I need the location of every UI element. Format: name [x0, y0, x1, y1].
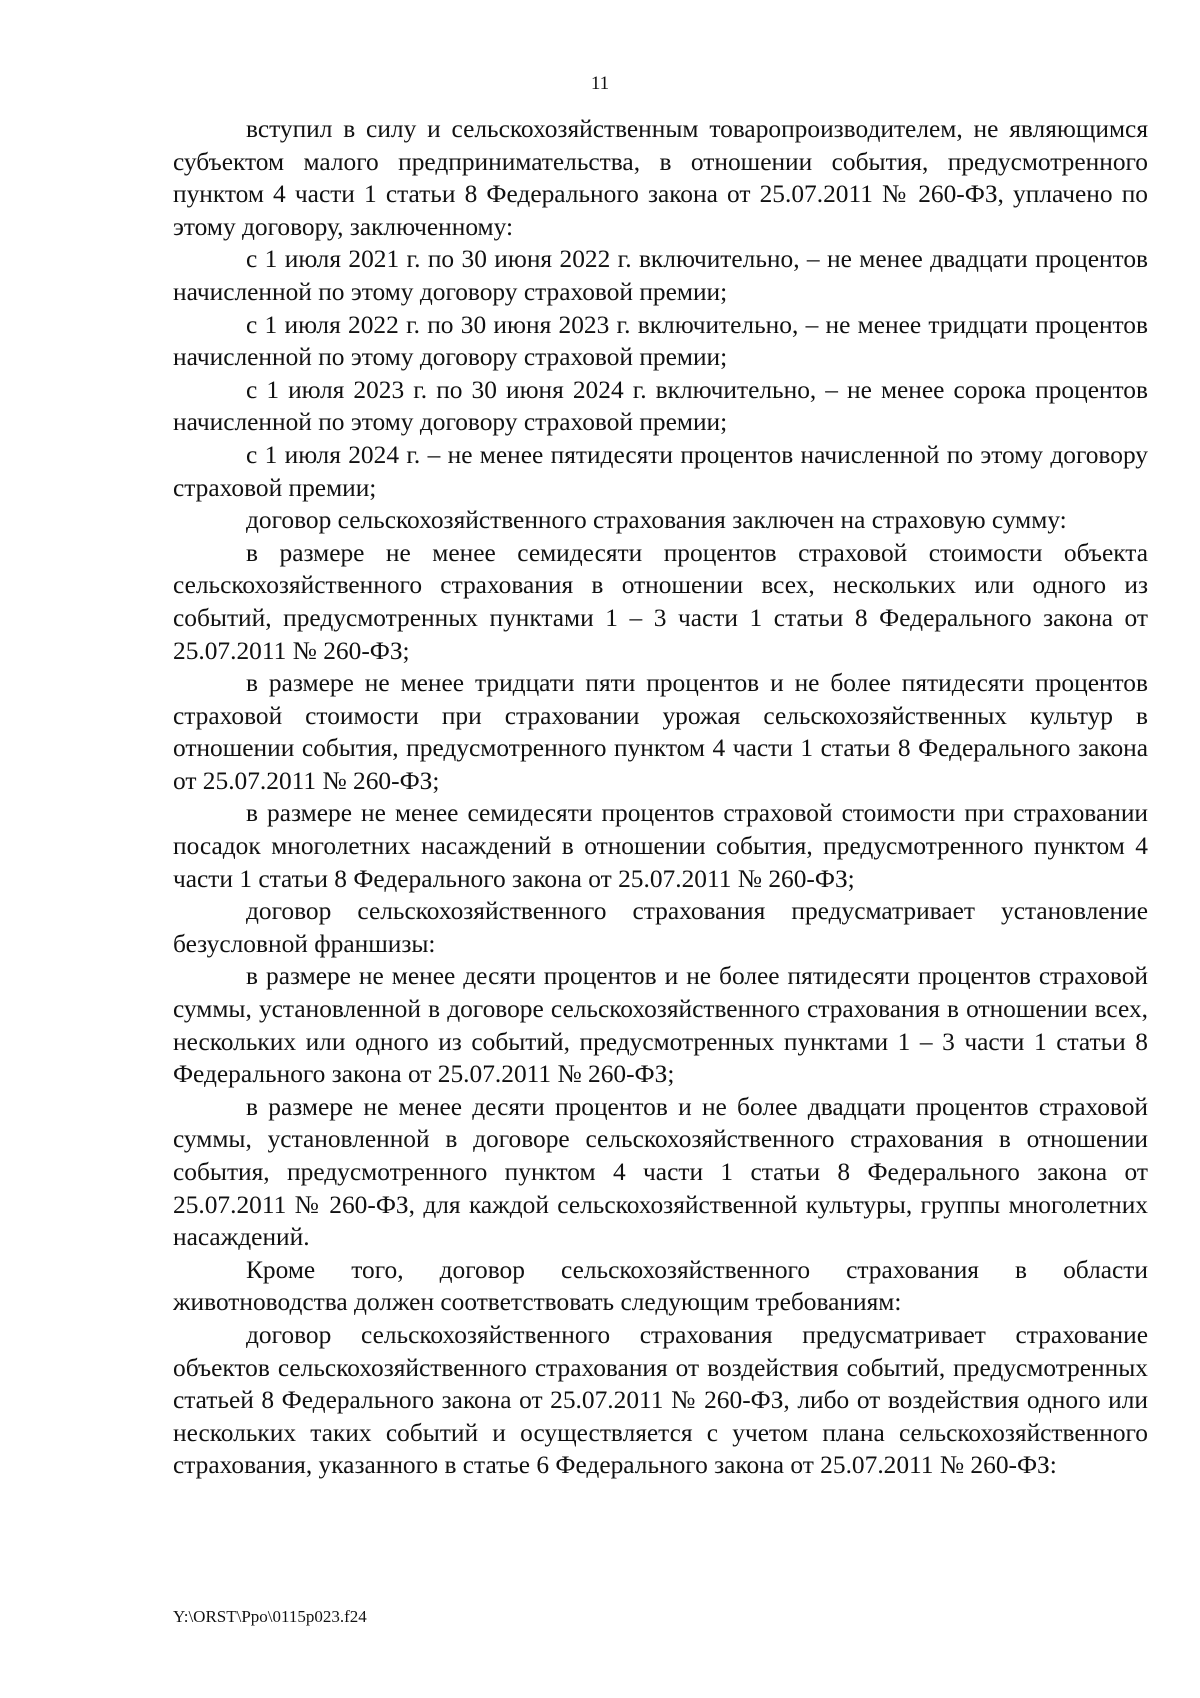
paragraph-premium-2022: с 1 июля 2022 г. по 30 июня 2023 г. включительно, – не менее тридцати процентов начисленной по этому договору страховой премии;	[173, 310, 1148, 372]
paragraph-premium-2024: с 1 июля 2024 г. – не менее пятидесяти процентов начисленной по этому договору страховой премии;	[173, 440, 1148, 502]
paragraph-premium-2023: с 1 июля 2023 г. по 30 июня 2024 г. включительно, – не менее сорока процентов начисленной по этому договору страховой премии;	[173, 375, 1148, 437]
paragraph-insured-sum-35-50: в размере не менее тридцати пяти процентов и не более пятидесяти процентов страховой стоимости при страховании урожая сельскохозяйственных культур в отношении события, предусмотренного пунктом 4 части 1 статьи 8 Федерального закона от 25.07.2011 № 260-ФЗ;	[173, 669, 1148, 795]
paragraph-franchise-10-50: в размере не менее десяти процентов и не более пятидесяти процентов страховой суммы, установленной в договоре сельскохозяйственного страхования в отношении всех, нескольких или одного из событий, предусмотренных пунктами 1 – 3 части 1 статьи 8 Федерального закона от 25.07.2011 № 260-ФЗ;	[173, 962, 1148, 1089]
paragraph-insured-sum-intro: договор сельскохозяйственного страхования заключен на страховую сумму:	[246, 506, 1067, 535]
page-number: 11	[590, 73, 610, 94]
paragraph-insured-sum-70: в размере не менее семидесяти процентов страховой стоимости объекта сельскохозяйственного страхования в отношении всех, нескольких или одного из событий, предусмотренных пунктами 1 – 3 части 1 статьи 8 Федерального закона от 25.07.2011 № 260-ФЗ;	[173, 538, 1148, 665]
paragraph-franchise-10-20: в размере не менее десяти процентов и не более двадцати процентов страховой суммы, установленной в договоре сельскохозяйственного страхования в отношении события, предусмотренного пунктом 4 части 1 статьи 8 Федерального закона от 25.07.2011 № 260-ФЗ, для каждой сельскохозяйственной культуры, группы многолетних насаждений.	[173, 1092, 1148, 1252]
paragraph-franchise-intro: договор сельскохозяйственного страхования предусматривает установление безусловной франшизы:	[173, 897, 1148, 958]
paragraph-livestock-contract: договор сельскохозяйственного страхования предусматривает страхование объектов сельскохозяйственного страхования от воздействия событий, предусмотренных статьей 8 Федерального закона от 25.07.2011 № 260-ФЗ, либо от воздействия одного или нескольких таких событий и осуществляется с учетом плана сельскохозяйственного страхования, указанного в статье 6 Федерального закона от 25.07.2011 № 260-ФЗ:	[173, 1320, 1148, 1480]
document-body	[173, 113, 1148, 1482]
footer-file-path: Y:\ORST\Ppo\0115p023.f24	[173, 1607, 367, 1626]
paragraph-premium-2021: с 1 июля 2021 г. по 30 июня 2022 г. включительно, – не менее двадцати процентов начисленной по этому договору страховой премии;	[173, 245, 1148, 306]
paragraph-insured-sum-perennial: в размере не менее семидесяти процентов страховой стоимости при страховании посадок многолетних насаждений в отношении события, предусмотренного пунктом 4 части 1 статьи 8 Федерального закона от 25.07.2011 № 260-ФЗ;	[173, 799, 1148, 893]
paragraph-livestock-intro: Кроме того, договор сельскохозяйственного страхования в области животноводства должен соответствовать следующим требованиям:	[173, 1255, 1148, 1317]
paragraph-continuation: вступил в силу и сельскохозяйственным товаропроизводителем, не являющимся субъектом малого предпринимательства, в отношении события, предусмотренного пунктом 4 части 1 статьи 8 Федерального закона от 25.07.2011 № 260-ФЗ, уплачено по этому договору, заключенному:	[173, 115, 1148, 241]
